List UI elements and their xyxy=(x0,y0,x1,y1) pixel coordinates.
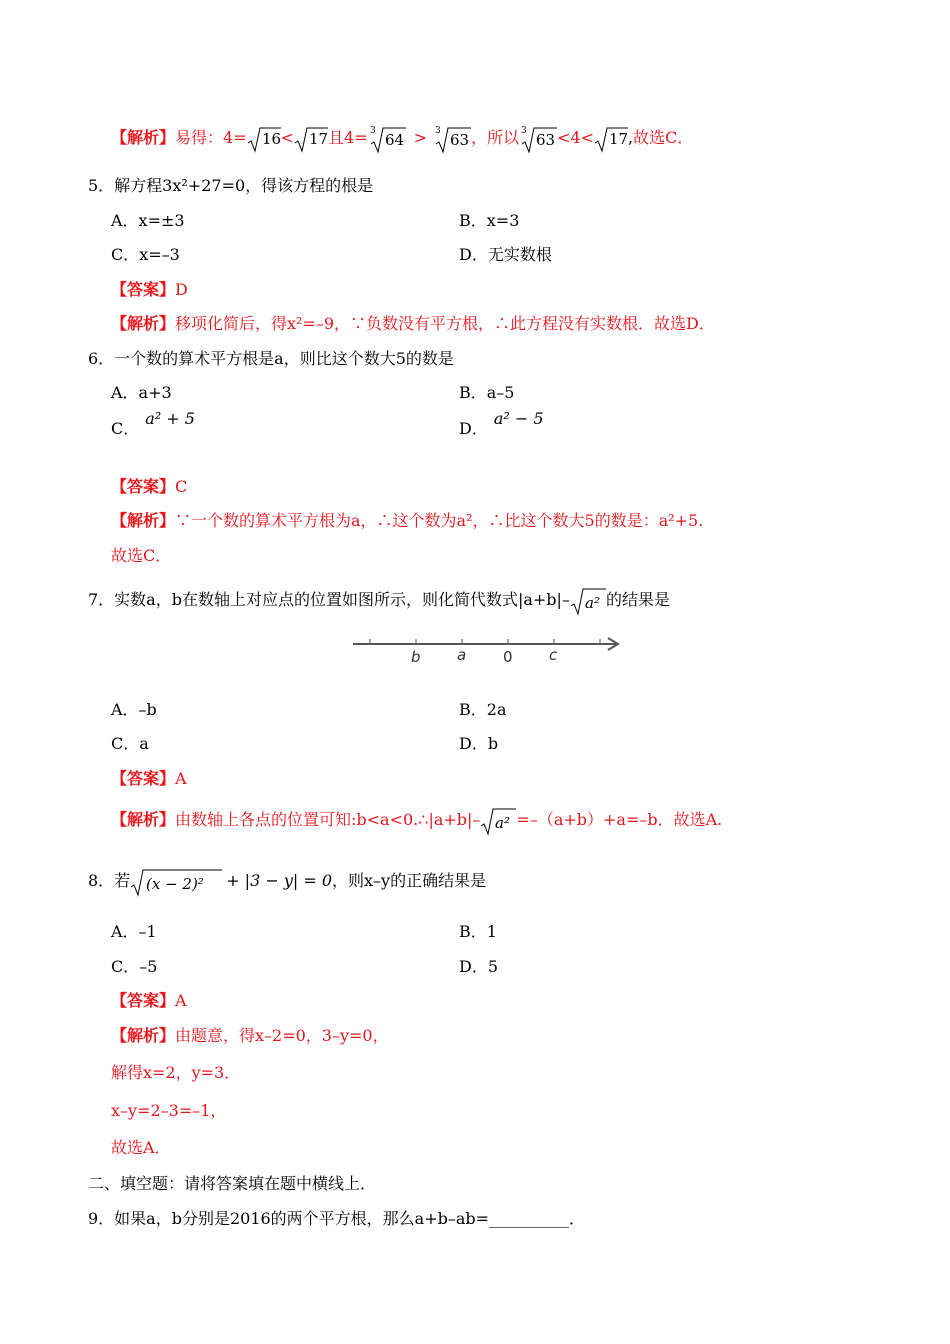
root-index: 3 xyxy=(521,125,527,136)
sqrt-x-minus-2-squared xyxy=(130,867,222,897)
root-index: 3 xyxy=(435,125,441,136)
q9-stem: 9．如果a，b分别是2016的两个平方根，那么a+b–ab=__________． xyxy=(88,1209,586,1228)
q5-analysis: 【解析】移项化简后，得x²=–9，∵负数没有平方根，∴此方程没有实数根．故选D． xyxy=(111,314,715,333)
q8-option-d: D．5 xyxy=(459,957,499,976)
q6-analysis: 【解析】∵一个数的算术平方根为a，∴这个数为a²，∴比这个数大5的数是：a²+5. xyxy=(111,511,704,530)
q7-answer: 【答案】A xyxy=(111,769,187,788)
sqrt-16 xyxy=(247,125,281,153)
radicand: 64 xyxy=(384,130,404,149)
radicand: 16 xyxy=(261,129,281,148)
q5-stem: 5．解方程3x²+27=0，得该方程的根是 xyxy=(88,176,374,195)
root-index: 3 xyxy=(369,125,376,136)
number-line-figure xyxy=(350,628,625,670)
q6-answer: 【答案】C xyxy=(111,477,188,496)
axis-label-c: c xyxy=(549,646,558,664)
axis-label-b: b xyxy=(411,648,421,666)
q7-option-d: D．b xyxy=(459,734,499,753)
section-2-heading: 二、填空题：请将答案填在题中横线上． xyxy=(88,1174,377,1193)
q6-analysis-2: 故选C． xyxy=(111,546,172,565)
radicand: 17 xyxy=(309,129,329,148)
q7-option-c: C．a xyxy=(111,734,149,753)
cbrt-64 xyxy=(368,124,406,154)
q8-analysis-line2: 解得x=2，y=3． xyxy=(111,1063,241,1082)
q6-option-c-expr: a² + 5 xyxy=(145,409,195,428)
q8-option-c: C．–5 xyxy=(111,957,158,976)
q8-answer: 【答案】A xyxy=(111,991,187,1010)
abs-expression: + |3 − y| = 0 xyxy=(226,871,333,890)
sqrt-17 xyxy=(294,125,328,153)
q5-answer: 【答案】D xyxy=(111,280,188,299)
cbrt-63-b xyxy=(519,124,557,154)
analysis-tag: 【解析】 xyxy=(111,128,176,147)
q6-stem: 6．一个数的算术平方根是a，则比这个数大5的数是 xyxy=(88,349,454,368)
radicand: 17 xyxy=(609,129,629,148)
q6-option-a: A．a+3 xyxy=(111,383,172,402)
radicand: a² xyxy=(584,593,600,612)
q5-option-a: A．x=±3 xyxy=(111,211,185,230)
radicand: a² xyxy=(495,813,511,832)
radicand: (x − 2)² xyxy=(146,874,205,893)
cbrt-63 xyxy=(433,124,471,154)
q6-option-d-expr: a² − 5 xyxy=(493,409,544,428)
sqrt-a-squared-analysis xyxy=(480,806,516,836)
q7-stem: 7．实数a，b在数轴上对应点的位置如图所示，则化简代数式|a+b|– a² 的结果是 xyxy=(88,583,670,617)
q8-option-a: A．–1 xyxy=(111,922,157,941)
sqrt-17-b xyxy=(594,125,628,153)
radicand: 63 xyxy=(536,130,556,149)
q8-analysis: 【解析】由题意，得x–2=0，3–y=0， xyxy=(111,1026,389,1045)
q4-analysis: 【解析】易得：4= 16 < 17 且4= 3 64 > 3 63 ，所以 3 63 <4< 17 ,故选C． xyxy=(111,120,693,156)
sqrt-a-squared xyxy=(570,586,606,616)
q8-analysis-line4: 故选A． xyxy=(111,1138,171,1157)
q5-option-b: B．x=3 xyxy=(459,211,520,230)
q6-option-d: D．a² − 5 xyxy=(459,409,544,438)
axis-label-zero: 0 xyxy=(503,648,513,666)
q7-option-a: A．–b xyxy=(111,700,157,719)
q5-option-d: D．无实数根 xyxy=(459,245,552,264)
q8-stem: 8．若 (x − 2)² + |3 − y| = 0，则x–y的正确结果是 xyxy=(88,864,486,898)
q8-option-b: B．1 xyxy=(459,922,497,941)
q8-analysis-line3: x–y=2–3=–1， xyxy=(111,1101,227,1120)
q7-analysis: 【解析】由数轴上各点的位置可知:b<a<0.∴|a+b|– a² =–（a+b）+a=–b．故选A. xyxy=(111,803,722,837)
q6-option-c: C．a² + 5 xyxy=(111,409,195,438)
q7-option-b: B．2a xyxy=(459,700,507,719)
q6-option-b: B．a–5 xyxy=(459,383,515,402)
radicand: 63 xyxy=(450,130,470,149)
q5-option-c: C．x=–3 xyxy=(111,245,180,264)
axis-label-a: a xyxy=(457,646,467,664)
